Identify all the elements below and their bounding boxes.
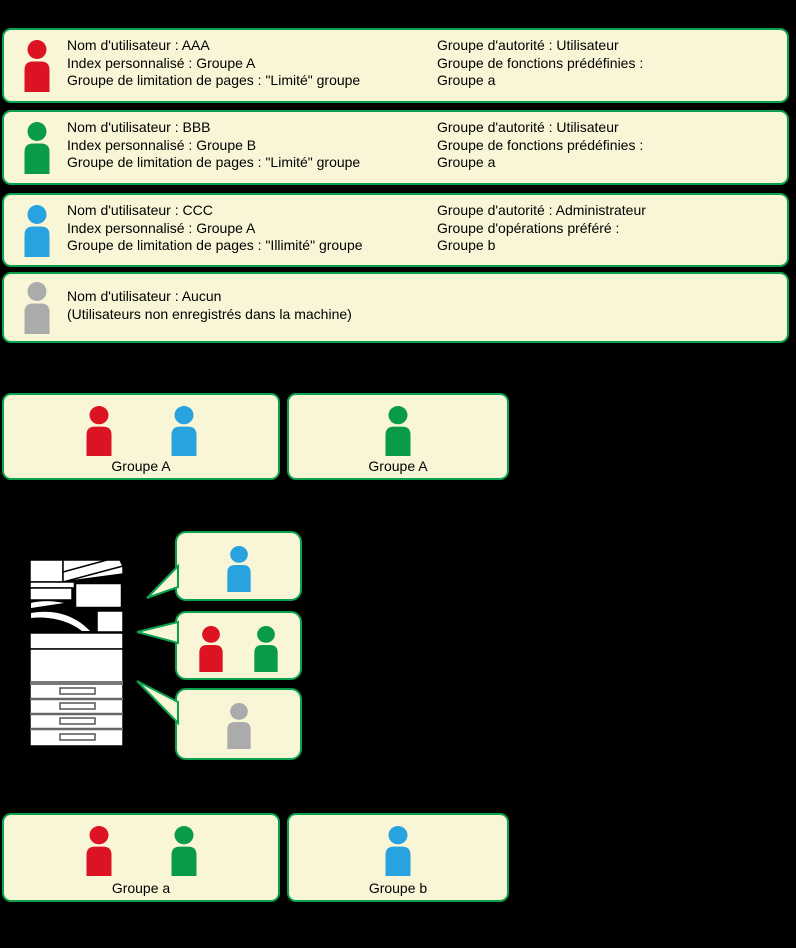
user-icon-blue — [225, 546, 253, 592]
card-line: Groupe de limitation de pages : "Illimité" groupe — [67, 237, 363, 253]
card-right-text — [437, 119, 643, 172]
user-icon-gray — [22, 282, 52, 334]
user-icon-red — [22, 40, 52, 92]
bubble-tail-1 — [147, 566, 178, 598]
bubble-members — [177, 546, 300, 592]
card-line: Groupe de fonctions prédéfinies : — [437, 54, 644, 71]
card-line: Index personnalisé : Groupe B — [67, 136, 257, 153]
user-icon-red — [84, 826, 114, 876]
card-line: Groupe a — [437, 154, 496, 170]
user-card-aaa — [2, 28, 789, 103]
group-members — [4, 826, 278, 876]
card-line: Nom d'utilisateur : Aucun — [67, 288, 222, 304]
user-icon-blue — [169, 406, 199, 456]
user-icon-gray — [225, 703, 253, 749]
card-left-text — [67, 119, 360, 172]
user-card-bbb — [2, 110, 789, 185]
group-label: Groupe A — [111, 458, 171, 474]
card-line: Nom d'utilisateur : CCC — [67, 202, 213, 218]
card-line: Nom d'utilisateur : BBB — [67, 119, 211, 135]
machine-bubble-1 — [175, 531, 302, 601]
card-left-text — [67, 288, 352, 323]
card-left-text — [67, 202, 363, 255]
bubble-members — [177, 626, 300, 672]
card-right-text — [437, 202, 646, 255]
bubble-tail-2 — [137, 622, 178, 643]
user-icon-red — [84, 406, 114, 456]
bubble-tail-3 — [137, 681, 178, 723]
card-line: Nom d'utilisateur : AAA — [67, 37, 210, 53]
card-line: Groupe de limitation de pages : "Limité" groupe — [67, 154, 361, 170]
user-icon-green — [252, 626, 280, 672]
card-line: Groupe d'autorité : Utilisateur — [437, 119, 619, 135]
user-icon-red — [197, 626, 225, 672]
user-icon-green — [22, 122, 52, 174]
card-line: (Utilisateurs non enregistrés dans la machine) — [67, 305, 352, 322]
index-group-box-2 — [287, 393, 509, 480]
user-icon-green — [169, 826, 199, 876]
group-label: Groupe b — [368, 880, 428, 896]
machine-bubble-3 — [175, 688, 302, 760]
card-line: Index personnalisé : Groupe A — [67, 54, 256, 71]
user-icon-green — [383, 406, 413, 456]
card-right-text — [437, 37, 643, 90]
user-icon-blue — [22, 205, 52, 257]
copier-illustration — [22, 552, 126, 748]
group-label: Groupe a — [111, 880, 171, 896]
card-line: Groupe d'autorité : Utilisateur — [437, 37, 619, 53]
machine-bubble-2 — [175, 611, 302, 680]
card-line: Index personnalisé : Groupe A — [67, 219, 256, 236]
function-group-box-b — [287, 813, 509, 902]
group-members — [4, 406, 278, 456]
card-left-text — [67, 37, 360, 90]
group-members — [289, 826, 507, 876]
card-line: Groupe de limitation de pages : "Limité" groupe — [67, 72, 361, 88]
card-line: Groupe d'autorité : Administrateur — [437, 202, 646, 218]
function-group-box-a — [2, 813, 280, 902]
card-line: Groupe a — [437, 72, 496, 88]
user-icon-blue — [383, 826, 413, 876]
bubble-members — [177, 703, 300, 749]
group-members — [289, 406, 507, 456]
user-card-ccc — [2, 193, 789, 267]
card-line: Groupe b — [437, 237, 496, 253]
card-line: Groupe de fonctions prédéfinies : — [437, 136, 644, 153]
user-card-none — [2, 272, 789, 343]
group-label: Groupe A — [368, 458, 428, 474]
card-line: Groupe d'opérations préféré : — [437, 219, 620, 236]
index-group-box-1 — [2, 393, 280, 480]
